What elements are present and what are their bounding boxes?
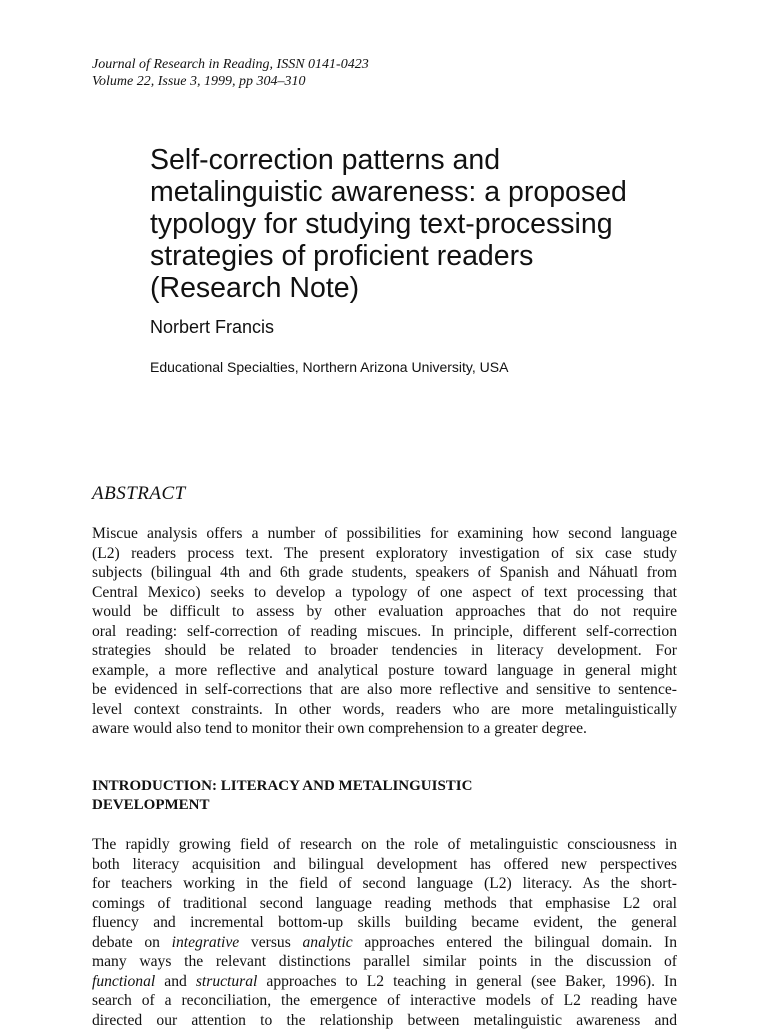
title-line: typology for studying text-processing [150,208,710,240]
abstract-line: subjects (bilingual 4th and 6th grade students, speakers of Spanish and Náhuatl from [92,563,677,583]
title-line: strategies of proficient readers [150,240,710,272]
intro-line: search of a reconciliation, the emergence of interactive models of L2 reading have [92,991,677,1011]
abstract-line: oral reading: self-correction of reading miscues. In principle, different self-correction [92,622,677,642]
intro-text: debate on [92,934,172,951]
intro-line: fluency and incremental bottom-up skills building became evident, the general [92,913,677,933]
intro-line: comings of traditional second language reading methods that emphasise L2 oral [92,894,677,914]
intro-line: The rapidly growing field of research on the role of metalinguistic consciousness in [92,835,677,855]
emphasis-structural: structural [196,973,258,990]
intro-text: approaches to L2 teaching in general (see Baker, 1996). In [257,973,677,990]
abstract-line: level context constraints. In other words, readers who are more metalinguistically [92,700,677,720]
author-affiliation: Educational Specialties, Northern Arizona University, USA [150,358,508,376]
intro-line: for teachers working in the field of second language (L2) literacy. As the short- [92,874,677,894]
section-heading-line-1: INTRODUCTION: LITERACY AND METALINGUISTIC [92,777,472,796]
title-line: metalinguistic awareness: a proposed [150,176,710,208]
title-line: Self-correction patterns and [150,144,710,176]
intro-text: and [155,973,196,990]
intro-line [92,972,677,992]
intro-line [92,933,677,953]
section-heading-line-2: DEVELOPMENT [92,796,472,815]
intro-line: directed our attention to the relationship between metalinguistic awareness and [92,1011,677,1030]
emphasis-functional: functional [92,973,155,990]
emphasis-analytic: analytic [302,934,352,951]
journal-citation-line-2: Volume 22, Issue 3, 1999, pp 304–310 [92,73,369,90]
abstract-paragraph [92,524,677,739]
abstract-line: be evidenced in self-corrections that are also more reflective and sensitive to sentence- [92,680,677,700]
abstract-line: (L2) readers process text. The present exploratory investigation of six case study [92,544,677,564]
abstract-line: aware would also tend to monitor their own comprehension to a greater degree. [92,719,677,739]
article-title [150,144,710,304]
journal-citation [92,56,369,90]
abstract-line: Miscue analysis offers a number of possibilities for examining how second language [92,524,677,544]
abstract-line: strategies should be related to broader tendencies in literacy development. For [92,641,677,661]
intro-line: both literacy acquisition and bilingual development has offered new perspectives [92,855,677,875]
abstract-heading: ABSTRACT [92,482,186,506]
author-name: Norbert Francis [150,316,274,338]
emphasis-integrative: integrative [172,934,240,951]
abstract-line: Central Mexico) seeks to develop a typology of one aspect of text processing that [92,583,677,603]
intro-text: approaches entered the bilingual domain. In [353,934,677,951]
intro-line: many ways the relevant distinctions parallel similar points in the discussion of [92,952,677,972]
journal-citation-line-1: Journal of Research in Reading, ISSN 0141-0423 [92,56,369,73]
abstract-line: would be difficult to assess by other evaluation approaches that do not require [92,602,677,622]
title-line: (Research Note) [150,272,710,304]
section-heading [92,777,472,815]
intro-text: versus [239,934,302,951]
intro-paragraph [92,835,677,1030]
abstract-line: example, a more reflective and analytical posture toward language in general might [92,661,677,681]
